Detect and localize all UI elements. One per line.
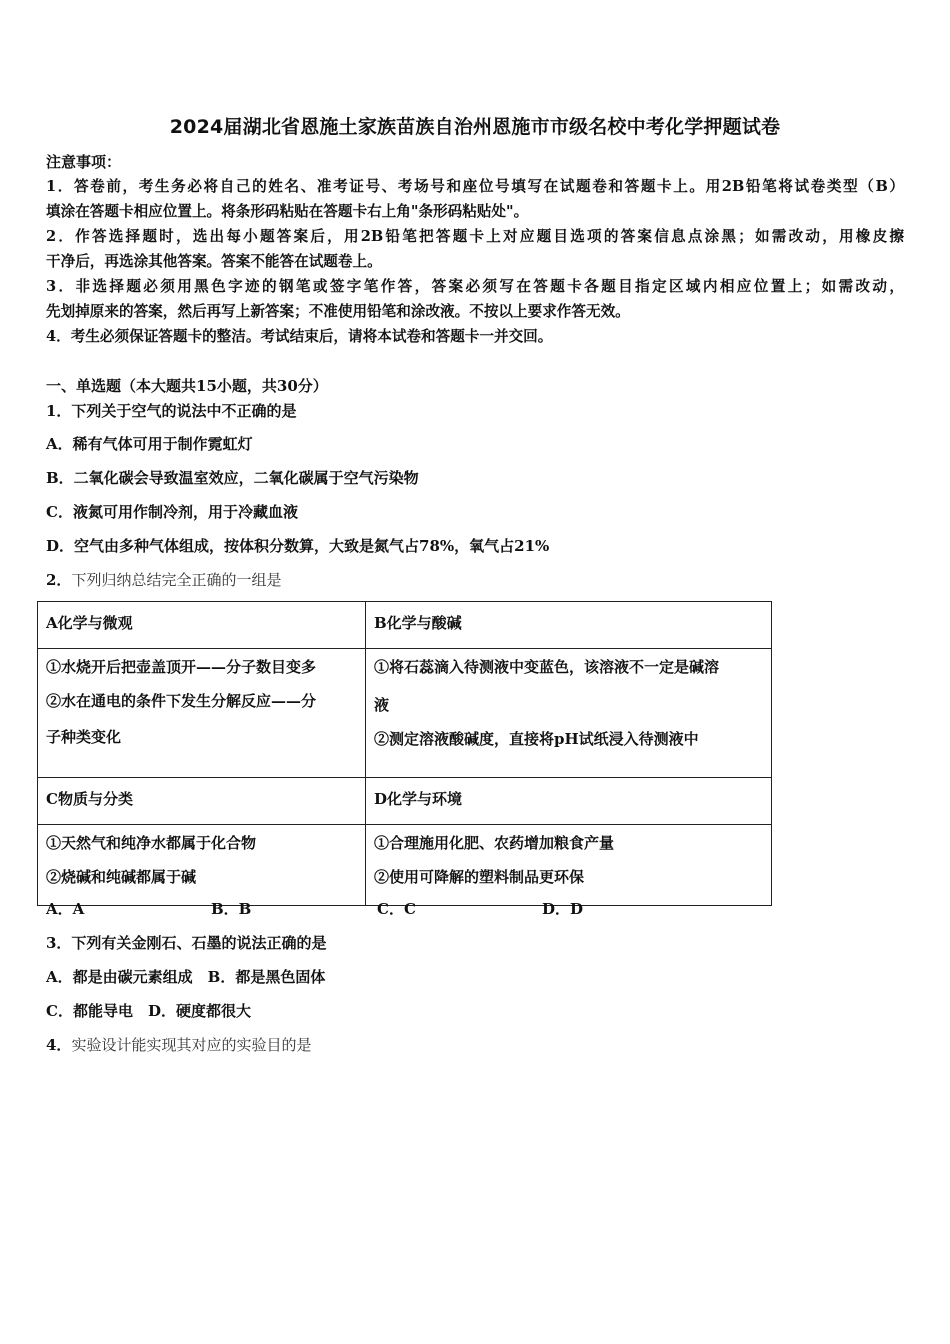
q2-number: 2． bbox=[46, 571, 72, 589]
q4-number: 4． bbox=[46, 1036, 72, 1054]
notice-line-1: 1．答卷前，考生务必将自己的姓名、准考证号、考场号和座位号填写在试题卷和答题卡上。用2B铅笔将试卷类型（B） bbox=[46, 178, 904, 195]
q4-stem bbox=[46, 1035, 311, 1055]
q2-a-line-3: 子种类变化 bbox=[46, 728, 122, 746]
notice-heading: 注意事项： bbox=[46, 153, 122, 171]
q2-b-line-3: ②测定溶液酸碱度，直接将pH试纸浸入待测液中 bbox=[374, 730, 699, 748]
q2-a-line-1: ①水烧开后把壶盖顶开——分子数目变多 bbox=[46, 658, 317, 676]
q2-cell-d-header: D化学与环境 bbox=[366, 778, 772, 825]
q2-stem-text: 下列归纳总结完全正确的一组是 bbox=[71, 571, 282, 589]
q1-stem: 1．下列关于空气的说法中不正确的是 bbox=[46, 402, 297, 420]
notice-line-6: 先划掉原来的答案，然后再写上新答案；不准使用铅笔和涂改液。不按以上要求作答无效。 bbox=[46, 303, 630, 320]
q2-d-line-1: ①合理施用化肥、农药增加粮食产量 bbox=[374, 834, 615, 852]
q2-cell-a-body bbox=[38, 649, 366, 778]
notice-line-2: 填涂在答题卡相应位置上。将条形码粘贴在答题卡右上角"条形码粘贴处"。 bbox=[46, 203, 529, 220]
q2-a-line-2: ②水在通电的条件下发生分解反应——分 bbox=[46, 692, 317, 710]
q2-d-line-2: ②使用可降解的塑料制品更环保 bbox=[374, 868, 585, 886]
notice-line-4: 干净后，再选涂其他答案。答案不能答在试题卷上。 bbox=[46, 253, 382, 270]
q2-option-d: D．D bbox=[542, 900, 584, 918]
notice-line-7: 4．考生必须保证答题卡的整洁。考试结束后，请将本试卷和答题卡一并交回。 bbox=[46, 328, 553, 345]
q2-c-line-2: ②烧碱和纯碱都属于碱 bbox=[46, 868, 197, 886]
q4-stem-text: 实验设计能实现其对应的实验目的是 bbox=[71, 1036, 312, 1054]
q1-option-a: A．稀有气体可用于制作霓虹灯 bbox=[46, 435, 253, 453]
q2-option-c: C．C bbox=[377, 900, 416, 918]
q2-cell-c-body bbox=[38, 825, 366, 906]
notice-line-5: 3．非选择题必须用黑色字迹的钢笔或签字笔作答，答案必须写在答题卡各题目指定区域内相应位置上；如需改动， bbox=[46, 278, 904, 295]
q2-table bbox=[37, 601, 772, 906]
q2-option-a: A．A bbox=[46, 900, 85, 918]
q3-options-line-1: A．都是由碳元素组成 B．都是黑色固体 bbox=[46, 968, 326, 986]
q2-stem bbox=[46, 570, 281, 590]
q2-c-line-1: ①天然气和纯净水都属于化合物 bbox=[46, 834, 257, 852]
q2-cell-a-header: A化学与微观 bbox=[38, 602, 366, 649]
q3-options-line-2: C．都能导电 D．硬度都很大 bbox=[46, 1002, 251, 1020]
q2-cell-d-body bbox=[366, 825, 772, 906]
q2-option-b: B．B bbox=[211, 900, 252, 918]
q2-b-line-2: 液 bbox=[374, 696, 390, 714]
q1-option-d: D．空气由多种气体组成，按体积分数算，大致是氮气占78%，氧气占21% bbox=[46, 537, 550, 555]
q1-option-c: C．液氮可用作制冷剂，用于冷藏血液 bbox=[46, 503, 298, 521]
q1-option-b: B．二氧化碳会导致温室效应，二氧化碳属于空气污染物 bbox=[46, 469, 419, 487]
notice-line-3: 2．作答选择题时，选出每小题答案后，用2B铅笔把答题卡上对应题目选项的答案信息点涂黑；如需改动，用橡皮擦 bbox=[46, 228, 904, 245]
exam-title: 2024届湖北省恩施土家族苗族自治州恩施市市级名校中考化学押题试卷 bbox=[169, 116, 781, 138]
section-heading: 一、单选题（本大题共15小题，共30分） bbox=[46, 377, 328, 395]
q2-cell-b-body bbox=[366, 649, 772, 778]
q2-b-line-1: ①将石蕊滴入待测液中变蓝色，该溶液不一定是碱溶 bbox=[374, 658, 720, 676]
q2-cell-c-header: C物质与分类 bbox=[38, 778, 366, 825]
q2-cell-b-header: B化学与酸碱 bbox=[366, 602, 772, 649]
q3-stem: 3．下列有关金刚石、石墨的说法正确的是 bbox=[46, 934, 327, 952]
